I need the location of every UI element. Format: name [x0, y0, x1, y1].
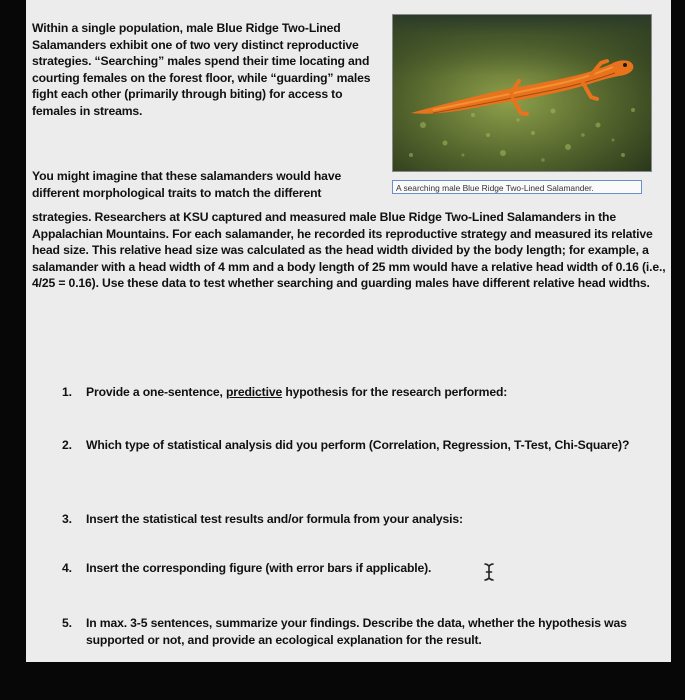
intro-paragraph-2-start: You might imagine that these salamanders would have different morphological traits to match the different [32, 169, 342, 200]
question-text: Insert the statistical test results and/or formula from your analysis: [86, 512, 463, 526]
photo-caption: A searching male Blue Ridge Two-Lined Salamander. [392, 180, 642, 194]
question-2 [62, 437, 662, 454]
salamander-image [393, 15, 651, 171]
predictive-emphasis: predictive [226, 385, 283, 399]
question-5 [62, 615, 662, 648]
question-text: Which type of statistical analysis did you perform (Correlation, Regression, T-Test, Chi-Square)? [86, 438, 630, 452]
salamander-photo [392, 14, 652, 172]
question-text: In max. 3-5 sentences, summarize your findings. Describe the data, whether the hypothesis was supported or not, and provide an ecological explanation for the result. [86, 616, 627, 647]
question-3 [62, 511, 662, 528]
question-number: 1. [62, 385, 72, 399]
intro-paragraph-2-rest: strategies. Researchers at KSU captured and measured male Blue Ridge Two-Lined Salamanders in the Appalachian Mountains. For each salamander, he recorded its reproductive strategy and measured its relative head size. This relative head size was calculated as the head width divided by the body length; for example, a salamander with a head width of 4 mm and a body length of 25 mm would have a relative head width of 0.16 (i.e., 4/25 = 0.16). Use these data to test whether searching and guarding males have different relative head widths. [32, 210, 666, 291]
question-number: 5. [62, 616, 72, 630]
question-text: Insert the corresponding figure (with error bars if applicable). [86, 561, 432, 575]
intro-paragraph-1: Within a single population, male Blue Ridge Two-Lined Salamanders exhibit one of two very distinct reproductive strategies. “Searching” males spend their time locating and courting females on the forest floor, while “guarding” males fight each other (primarily through biting) for access to females in streams. [32, 21, 371, 118]
question-number: 2. [62, 438, 72, 452]
text-cursor-icon [482, 562, 496, 582]
question-1 [62, 384, 662, 401]
question-4 [62, 560, 662, 577]
question-number: 4. [62, 561, 72, 575]
question-text: Provide a one-sentence, predictive hypothesis for the research performed: [86, 385, 508, 399]
question-number: 3. [62, 512, 72, 526]
